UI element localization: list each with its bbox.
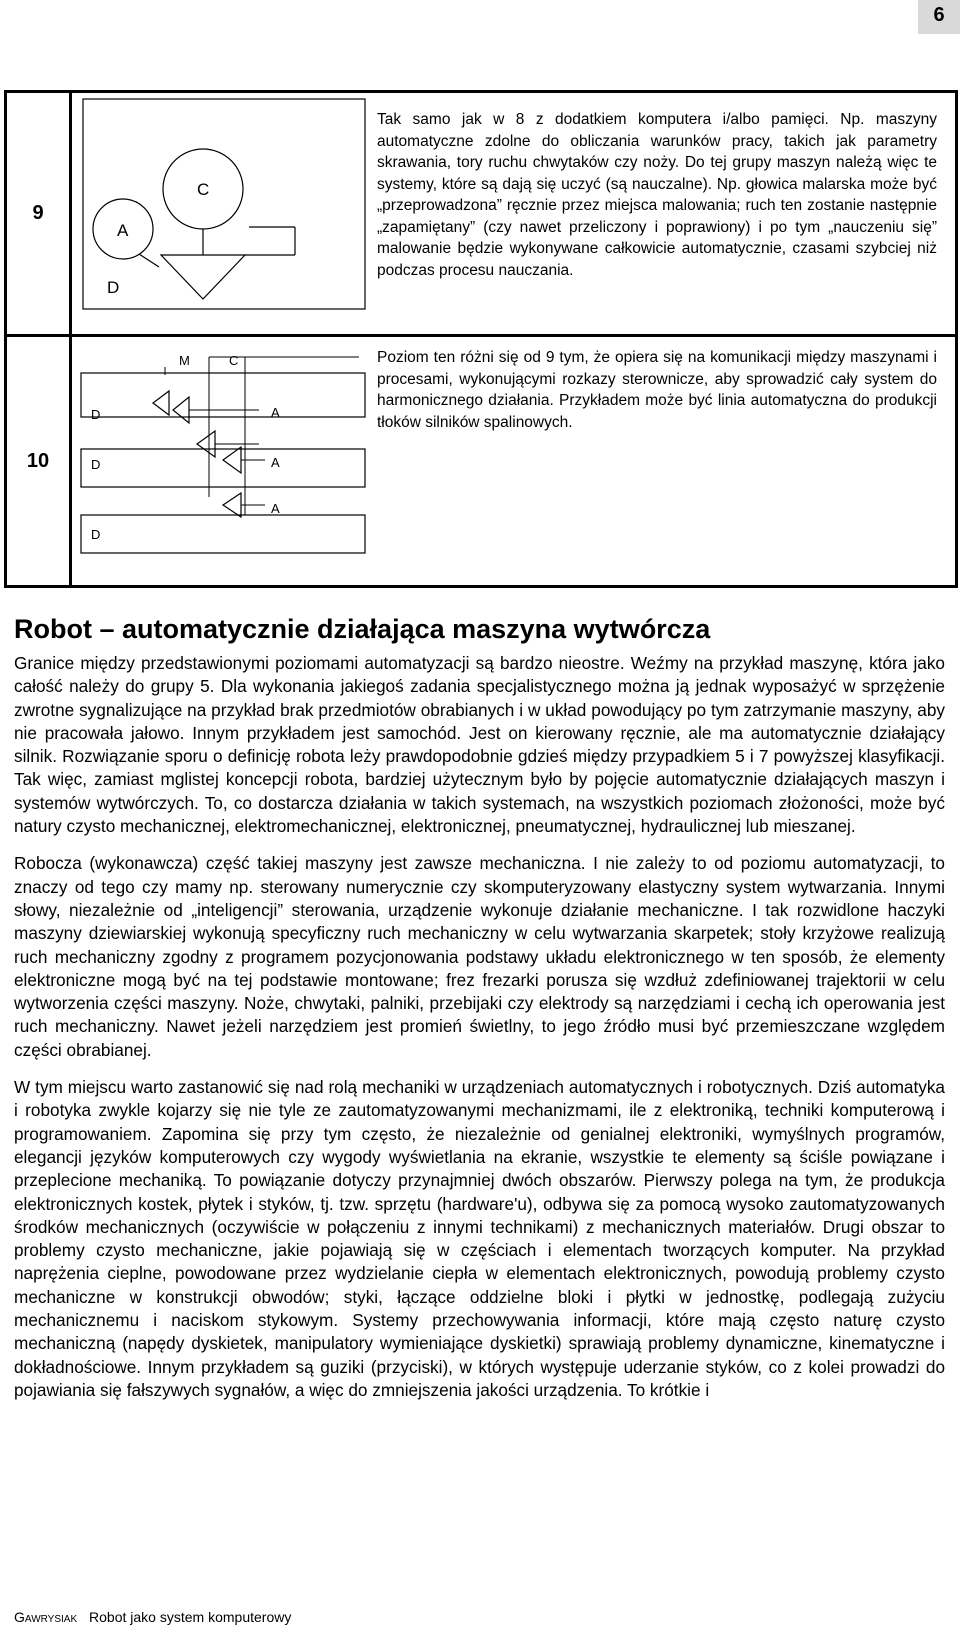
- svg-text:D: D: [91, 527, 101, 542]
- page-number: 6: [918, 0, 960, 34]
- level-10-schematic: [69, 337, 371, 583]
- paragraph: Robocza (wykonawcza) część takiej maszyny jest zawsze mechaniczna. I nie zależy to od poziomu automatyzacji, to znaczy od tego czy mamy np. sterowany numerycznie czy skomputeryzowany elastyczny system wytwarzania. Innymi słowy, niezależnie od „inteligencji” sterowania, urządzenie wykonuje działanie mechaniczne. I tak rozwidlone haczyki maszyny dziewiarskiej wykonują specyficzny ruch mechaniczny w celu wytwarzania skarpetek; stoły krzyżowe realizują ruch mechaniczny zgodny z programem pozycjonowania podstawy układu elektronicznego w ten sposób, że elementy elektroniczne mogą być na tej podstawie montowane; frez frezarki porusza się wzdłuż zdefiniowanej trajektorii w celu wytworzenia części maszyny. Noże, chwytaki, palniki, przebijaki czy elektrody są narzędziami i cechą ich operowania jest ruch mechaniczny. Nawet jeżeli narzędziem jest promień świetlny, to jego źródło musi być przemieszczane względem części obrabianej.: [14, 853, 945, 1060]
- svg-text:C: C: [197, 180, 210, 199]
- paragraph: W tym miejscu warto zastanowić się nad rolą mechaniki w urządzeniach automatycznych i robotycznych. Dziś automatyka i robotyka zwykle kojarzy się nie tyle ze zautomatyzowanymi mechanizmami, ile z elektroniką, techniki komputerową i programowaniem. Zapomina się przy tym często, że niezależnie od genialnej elektroniki, wymyślnych programów, elegancji języków komputerowych czy wygody wyświetlania na ekranie, wszystkie te elementy są ściśle powiązane i przeplecione mechaniką. To powiązanie dotyczy przynajmniej dwóch obszarów. Pierwszy polega na tym, że produkcja elektronicznych kostek, płytek i styków, tj. tzw. sprzętu (hardware'u), odbywa się za pomocą wysoko zautomatyzowanych środków mechanicznych (oczywiście w połączeniu z innymi technikami) z mechanicznych materiałów. Drugi obszar to problemy czysto mechaniczne, jakie pojawiają się w częściach i elementach tworzących komputer. Na przykład naprężenia cieplne, powodowane przez wydzielanie ciepła w elementach elektronicznych, powodują problemy czysto mechaniczne w konstrukcji obwodów; styki, łączące oddzielne bloki i płytki w jednostkę, podlegają zużyciu mechanicznemu i naciskom stykowym. Systemy przechowywania informacji, które mają często naturę czysto mechaniczną (napędy dyskietek, manipulatory wymieniające dyskietki) sprawiają problemy dynamiczne, kinematyczne i dokładnościowe. Innym przykładem są guziki (przyciski), w których występuje uderzanie styków, co z kolei prowadzi do pojawiania się fałszywych sygnałów, a więc do zmniejszenia jakości urządzenia. To krótkie i: [14, 1077, 945, 1400]
- actuator-triangle: [161, 255, 245, 299]
- automation-levels-table: [4, 90, 958, 588]
- section-body: [14, 652, 945, 1416]
- svg-text:M: M: [179, 353, 190, 368]
- svg-text:D: D: [91, 407, 101, 422]
- paragraph: Granice między przedstawionymi poziomami automatyzacji są bardzo nieostre. Weźmy na przykład maszynę, która jako całość należy do grupy 5. Dla wykonania jakiegoś zadania specjalistycznego można ją jednak wyposażyć w sprzężenie zwrotne sygnalizujące na przykład brak przedmiotów obrabianych i w układ powodujący po tym zatrzymanie maszyny, aby nie pracowała jałowo. Innym przykładem jest samochód. Jest on kierowany ręcznie, ale ma automatycznie działający silnik. Rozwiązanie sporu o definicję robota leży prawdopodobnie gdzieś między przypadkiem 5 i 7 powyższej klasyfikacji. Tak więc, zamiast mglistej koncepcji robota, bardziej użytecznym było by pojęcie automatycznie działających maszyn i systemów wytwórczych. To, co dostarcza działania w takich systemach, na wszystkich poziomach złożoności, może być natury czysto mechanicznej, elektromechanicznej, elektronicznej, pneumatycznej, hydraulicznej lub mieszanej.: [14, 653, 945, 837]
- footer-title: Robot jako system komputerowy: [89, 1609, 292, 1625]
- page-footer: [14, 1609, 291, 1625]
- svg-text:D: D: [91, 457, 101, 472]
- svg-text:A: A: [271, 455, 280, 470]
- svg-text:A: A: [271, 405, 280, 420]
- svg-text:A: A: [117, 221, 129, 240]
- level-number: 9: [7, 93, 72, 334]
- section-heading: Robot – automatycznie działająca maszyna wytwórcza: [14, 614, 711, 644]
- table-row: [7, 337, 955, 585]
- footer-author: Gawrysiak: [14, 1609, 78, 1625]
- level-9-diagram: [69, 93, 371, 334]
- level-9-schematic: [69, 93, 369, 333]
- level-number: 10: [7, 337, 72, 585]
- svg-text:C: C: [229, 353, 239, 368]
- svg-text:D: D: [107, 278, 120, 297]
- table-row: [7, 93, 955, 337]
- level-description: Poziom ten różni się od 9 tym, że opiera się na komunikacji między maszynami i procesami, wykonującymi rozkazy sterownicze, aby sprowadzić cały system do harmonicznego działania. Przykładem może być linia automatyczna do produkcji tłoków silników spalinowych.: [377, 349, 937, 431]
- level-description: Tak samo jak w 8 z dodatkiem komputera i/albo pamięci. Np. maszyny automatyczne zdolne do obliczania warunków pracy, takich jak parametry skrawania, tory ruchu chwytaków czy noży. Do tej grupy maszyn należą więc te systemy, które są dają się uczyć (są nauczalne). Np. głowica malarska może być „przeprowadzona” ręcznie przez miejsca malowania; ruch ten zostanie następnie „zapamiętany” (czy nawet przeliczony i poprawiony) i po tym „nauczeniu się” malowanie będzie wykonywane całkowicie automatycznie, czasami szybciej niż podczas procesu nauczania.: [377, 111, 937, 279]
- level-10-diagram: [69, 337, 371, 585]
- svg-text:A: A: [271, 501, 280, 516]
